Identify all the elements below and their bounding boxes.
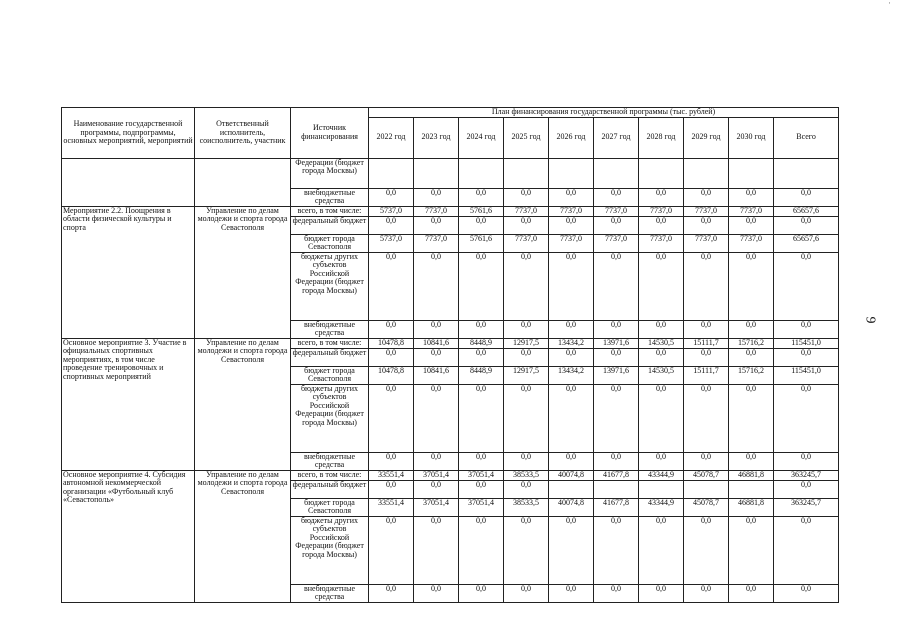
value-cell: 0,0 <box>369 452 414 470</box>
header-year: 2029 год <box>684 117 729 158</box>
source-cell: внебюджетные средства <box>291 188 369 206</box>
value-cell: 0,0 <box>414 188 459 206</box>
executor-cell: Управление по делам молодежи и спорта города Севастополя <box>195 206 291 338</box>
value-cell: 0,0 <box>549 216 594 234</box>
value-cell: 5761,6 <box>459 234 504 252</box>
value-cell: 0,0 <box>369 516 414 584</box>
value-cell: 0,0 <box>369 348 414 366</box>
source-cell: бюджеты других субъектов Российской Федерации (бюджет города Москвы) <box>291 252 369 320</box>
value-cell: 0,0 <box>774 188 839 206</box>
value-cell: 0,0 <box>414 516 459 584</box>
value-cell: 0,0 <box>549 320 594 338</box>
value-cell: 65657,6 <box>774 234 839 252</box>
value-cell: 0,0 <box>504 188 549 206</box>
value-cell: 46881,8 <box>729 498 774 516</box>
value-cell: 0,0 <box>684 452 729 470</box>
value-cell: 0,0 <box>729 188 774 206</box>
value-cell: 14530,5 <box>639 366 684 384</box>
value-cell: 7737,0 <box>504 234 549 252</box>
value-cell: 5737,0 <box>369 206 414 216</box>
value-cell: 0,0 <box>729 320 774 338</box>
value-cell: 65657,6 <box>774 206 839 216</box>
value-cell: 0,0 <box>459 216 504 234</box>
value-cell: 37051,4 <box>414 498 459 516</box>
value-cell: 38533,5 <box>504 470 549 480</box>
value-cell: 45078,7 <box>684 470 729 480</box>
value-cell: 0,0 <box>369 188 414 206</box>
value-cell: 0,0 <box>369 216 414 234</box>
value-cell: 0,0 <box>459 384 504 452</box>
table-row <box>62 470 839 480</box>
value-cell: 0,0 <box>729 216 774 234</box>
value-cell: 0,0 <box>684 216 729 234</box>
value-cell: 0,0 <box>414 384 459 452</box>
value-cell: 12917,5 <box>504 366 549 384</box>
value-cell: 10841,6 <box>414 366 459 384</box>
source-cell: бюджет города Севастополя <box>291 498 369 516</box>
value-cell: 0,0 <box>729 252 774 320</box>
value-cell: 13971,6 <box>594 338 639 348</box>
value-cell: 0,0 <box>414 320 459 338</box>
value-cell: 7737,0 <box>639 234 684 252</box>
value-cell: 0,0 <box>639 584 684 602</box>
value-cell: 0,0 <box>414 452 459 470</box>
value-cell: 0,0 <box>594 188 639 206</box>
value-cell: 0,0 <box>774 452 839 470</box>
value-cell <box>594 480 639 498</box>
program-cell: Основное мероприятие 4. Субсидия автономной некоммерческой организации «Футбольный клуб «Севастополь» <box>62 470 195 602</box>
value-cell <box>549 158 594 188</box>
value-cell: 37051,4 <box>459 498 504 516</box>
value-cell: 0,0 <box>549 252 594 320</box>
value-cell: 0,0 <box>414 584 459 602</box>
value-cell: 0,0 <box>459 584 504 602</box>
value-cell: 7737,0 <box>684 206 729 216</box>
value-cell: 0,0 <box>774 480 839 498</box>
header-program: Наименование государственной программы, подпрограммы, основных мероприятий, мероприятий <box>62 108 195 159</box>
source-cell: всего, в том числе: <box>291 338 369 348</box>
value-cell: 0,0 <box>639 188 684 206</box>
value-cell: 0,0 <box>549 348 594 366</box>
value-cell: 0,0 <box>729 384 774 452</box>
executor-cell: Управление по делам молодежи и спорта города Севастополя <box>195 338 291 470</box>
value-cell: 0,0 <box>414 216 459 234</box>
value-cell: 0,0 <box>684 516 729 584</box>
value-cell: 115451,0 <box>774 366 839 384</box>
value-cell: 10841,6 <box>414 338 459 348</box>
header-year: 2025 год <box>504 117 549 158</box>
value-cell <box>549 480 594 498</box>
source-cell: внебюджетные средства <box>291 452 369 470</box>
value-cell: 0,0 <box>504 384 549 452</box>
value-cell: 46881,8 <box>729 470 774 480</box>
value-cell: 0,0 <box>639 320 684 338</box>
value-cell: 0,0 <box>459 252 504 320</box>
header-plan: План финансирования государственной программы (тыс. рублей) <box>369 108 839 118</box>
source-cell: внебюджетные средства <box>291 584 369 602</box>
value-cell: 0,0 <box>729 452 774 470</box>
value-cell: 0,0 <box>684 252 729 320</box>
header-year: 2022 год <box>369 117 414 158</box>
value-cell <box>414 158 459 188</box>
program-cell: Основное мероприятие 3. Участие в официальных спортивных мероприятиях, в том числе проведение тренировочных и спортивных мероприятий <box>62 338 195 470</box>
value-cell: 0,0 <box>684 584 729 602</box>
header-year: 2028 год <box>639 117 684 158</box>
value-cell: 0,0 <box>729 584 774 602</box>
header-year: 2026 год <box>549 117 594 158</box>
value-cell: 0,0 <box>504 252 549 320</box>
value-cell: 14530,5 <box>639 338 684 348</box>
value-cell: 0,0 <box>594 516 639 584</box>
value-cell: 7737,0 <box>414 206 459 216</box>
value-cell: 0,0 <box>504 584 549 602</box>
value-cell: 0,0 <box>504 320 549 338</box>
value-cell: 37051,4 <box>459 470 504 480</box>
page-number: 9 <box>862 316 878 324</box>
value-cell: 0,0 <box>774 320 839 338</box>
value-cell: 0,0 <box>774 516 839 584</box>
value-cell: 40074,8 <box>549 470 594 480</box>
value-cell: 0,0 <box>369 252 414 320</box>
value-cell <box>504 158 549 188</box>
value-cell: 0,0 <box>459 348 504 366</box>
value-cell: 7737,0 <box>684 234 729 252</box>
value-cell: 13971,6 <box>594 366 639 384</box>
value-cell: 12917,5 <box>504 338 549 348</box>
value-cell: 38533,5 <box>504 498 549 516</box>
value-cell: 0,0 <box>459 188 504 206</box>
value-cell <box>684 158 729 188</box>
value-cell: 363245,7 <box>774 498 839 516</box>
value-cell: 7737,0 <box>729 234 774 252</box>
financing-table <box>61 107 839 603</box>
source-cell: Федерации (бюджет города Москвы) <box>291 158 369 188</box>
value-cell: 7737,0 <box>594 234 639 252</box>
value-cell: 8448,9 <box>459 366 504 384</box>
value-cell <box>774 158 839 188</box>
value-cell: 7737,0 <box>639 206 684 216</box>
value-cell: 0,0 <box>369 584 414 602</box>
value-cell: 0,0 <box>684 320 729 338</box>
value-cell: 0,0 <box>774 216 839 234</box>
source-cell: внебюджетные средства <box>291 320 369 338</box>
value-cell: 0,0 <box>504 452 549 470</box>
header-year: 2023 год <box>414 117 459 158</box>
value-cell: 13434,2 <box>549 338 594 348</box>
table-row <box>62 338 839 348</box>
table-row <box>62 206 839 216</box>
value-cell: 0,0 <box>549 516 594 584</box>
source-cell: всего, в том числе: <box>291 206 369 216</box>
value-cell: 0,0 <box>639 516 684 584</box>
value-cell: 7737,0 <box>549 234 594 252</box>
value-cell: 33551,4 <box>369 470 414 480</box>
value-cell: 0,0 <box>549 188 594 206</box>
value-cell: 5737,0 <box>369 234 414 252</box>
value-cell: 0,0 <box>729 516 774 584</box>
value-cell: 0,0 <box>639 384 684 452</box>
value-cell: 0,0 <box>594 452 639 470</box>
header-year: 2024 год <box>459 117 504 158</box>
value-cell: 0,0 <box>594 320 639 338</box>
value-cell: 41677,8 <box>594 470 639 480</box>
value-cell: 0,0 <box>504 480 549 498</box>
program-cell: Мероприятие 2.2. Поощрения в области физической культуры и спорта <box>62 206 195 338</box>
value-cell: 0,0 <box>459 516 504 584</box>
value-cell <box>729 158 774 188</box>
value-cell: 0,0 <box>549 452 594 470</box>
value-cell: 0,0 <box>504 516 549 584</box>
value-cell <box>459 158 504 188</box>
table-row <box>62 158 839 188</box>
value-cell: 45078,7 <box>684 498 729 516</box>
value-cell: 33551,4 <box>369 498 414 516</box>
value-cell: 0,0 <box>549 384 594 452</box>
value-cell: 37051,4 <box>414 470 459 480</box>
value-cell: 15111,7 <box>684 338 729 348</box>
value-cell: 0,0 <box>774 384 839 452</box>
value-cell: 43344,9 <box>639 470 684 480</box>
value-cell: 15111,7 <box>684 366 729 384</box>
value-cell: 0,0 <box>684 384 729 452</box>
value-cell: 0,0 <box>594 348 639 366</box>
value-cell: 363245,7 <box>774 470 839 480</box>
value-cell: 0,0 <box>729 348 774 366</box>
value-cell: 40074,8 <box>549 498 594 516</box>
value-cell: 0,0 <box>369 384 414 452</box>
value-cell: 0,0 <box>459 452 504 470</box>
value-cell: 0,0 <box>414 348 459 366</box>
source-cell: бюджеты других субъектов Российской Федерации (бюджет города Москвы) <box>291 384 369 452</box>
source-cell: бюджет города Севастополя <box>291 234 369 252</box>
value-cell <box>639 158 684 188</box>
value-cell: 8448,9 <box>459 338 504 348</box>
value-cell: 7737,0 <box>729 206 774 216</box>
value-cell: 0,0 <box>774 348 839 366</box>
header-year: 2027 год <box>594 117 639 158</box>
value-cell: 10478,8 <box>369 338 414 348</box>
value-cell: 0,0 <box>459 480 504 498</box>
value-cell: 0,0 <box>369 320 414 338</box>
source-cell: федеральный бюджет <box>291 216 369 234</box>
value-cell <box>729 480 774 498</box>
value-cell: 0,0 <box>684 188 729 206</box>
value-cell <box>684 480 729 498</box>
value-cell: 0,0 <box>639 216 684 234</box>
source-cell: федеральный бюджет <box>291 480 369 498</box>
executor-cell <box>195 158 291 206</box>
value-cell: 0,0 <box>414 252 459 320</box>
value-cell: 0,0 <box>459 320 504 338</box>
header-executor: Ответственный исполнитель, соисполнитель, участник <box>195 108 291 159</box>
value-cell: 0,0 <box>639 452 684 470</box>
value-cell: 43344,9 <box>639 498 684 516</box>
header-source: Источник финансирования <box>291 108 369 159</box>
value-cell: 7737,0 <box>549 206 594 216</box>
value-cell: 5761,6 <box>459 206 504 216</box>
value-cell: 0,0 <box>549 584 594 602</box>
value-cell: 7737,0 <box>504 206 549 216</box>
source-cell: всего, в том числе: <box>291 470 369 480</box>
value-cell: 10478,8 <box>369 366 414 384</box>
value-cell: 115451,0 <box>774 338 839 348</box>
value-cell: 0,0 <box>774 584 839 602</box>
value-cell: 0,0 <box>594 584 639 602</box>
value-cell: 13434,2 <box>549 366 594 384</box>
value-cell: 0,0 <box>594 252 639 320</box>
value-cell: 0,0 <box>414 480 459 498</box>
source-cell: федеральный бюджет <box>291 348 369 366</box>
value-cell <box>639 480 684 498</box>
program-cell <box>62 158 195 206</box>
value-cell: 0,0 <box>594 384 639 452</box>
value-cell <box>594 158 639 188</box>
scan-corner-mark: · <box>888 0 891 8</box>
value-cell: 0,0 <box>639 348 684 366</box>
value-cell: 0,0 <box>639 252 684 320</box>
value-cell: 0,0 <box>684 348 729 366</box>
value-cell: 7737,0 <box>594 206 639 216</box>
value-cell: 7737,0 <box>414 234 459 252</box>
source-cell: бюджеты других субъектов Российской Федерации (бюджет города Москвы) <box>291 516 369 584</box>
value-cell: 15716,2 <box>729 366 774 384</box>
value-cell: 0,0 <box>594 216 639 234</box>
header-year: 2030 год <box>729 117 774 158</box>
executor-cell: Управление по делам молодежи и спорта города Севастополя <box>195 470 291 602</box>
value-cell: 0,0 <box>504 348 549 366</box>
source-cell: бюджет города Севастополя <box>291 366 369 384</box>
value-cell: 0,0 <box>369 480 414 498</box>
value-cell: 15716,2 <box>729 338 774 348</box>
value-cell: 0,0 <box>504 216 549 234</box>
value-cell: 41677,8 <box>594 498 639 516</box>
value-cell: 0,0 <box>774 252 839 320</box>
value-cell <box>369 158 414 188</box>
header-year: Всего <box>774 117 839 158</box>
